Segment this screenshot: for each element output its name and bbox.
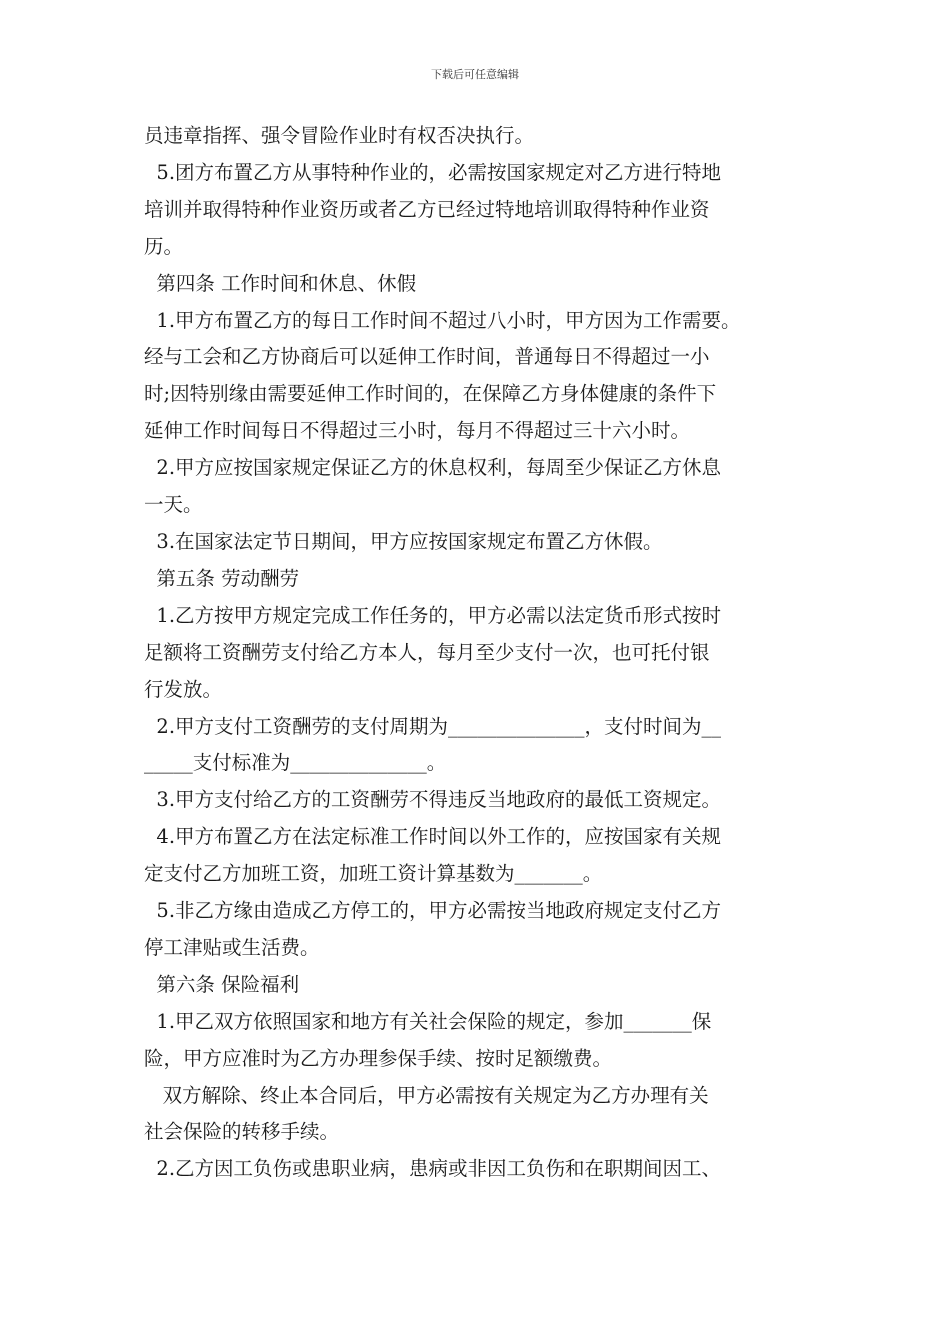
text-line: 5.非乙方缘由造成乙方停工的，甲方必需按当地政府规定支付乙方 [144,899,722,923]
section-heading: 第五条 劳动酬劳 [144,566,300,590]
text-line: 行发放。 [144,677,223,701]
section-heading: 第四条 工作时间和休息、休假 [144,271,417,295]
text-line: 1.甲方布置乙方的每日工作时间不超过八小时，甲方因为工作需要。 [144,308,741,332]
text-line: 5.团方布置乙方从事特种作业的，必需按国家规定对乙方进行特地 [144,160,722,184]
text-line: 足额将工资酬劳支付给乙方本人，每月至少支付一次，也可托付银 [144,640,710,664]
text-line: 社会保险的转移手续。 [144,1120,340,1144]
text-line: 经与工会和乙方协商后可以延伸工作时间，普通每日不得超过一小 [144,345,710,369]
document-body [144,118,812,1188]
text-line: _____支付标准为______________。 [144,751,447,775]
text-line: 一天。 [144,493,203,517]
text-line: 停工津贴或生活费。 [144,935,320,959]
text-line: 延伸工作时间每日不得超过三小时，每月不得超过三十六小时。 [144,419,691,443]
text-line: 2.乙方因工负伤或患职业病，患病或非因工负伤和在职期间因工、 [144,1157,722,1181]
text-line: 3.在国家法定节日期间，甲方应按国家规定布置乙方休假。 [144,529,663,553]
page-header: 下载后可任意编辑 [431,68,519,81]
text-line: 2.甲方应按国家规定保证乙方的休息权利，每周至少保证乙方休息 [144,456,722,480]
text-line: 1.乙方按甲方规定完成工作任务的，甲方必需以法定货币形式按时 [144,603,722,627]
text-line: 定支付乙方加班工资，加班工资计算基数为_______。 [144,862,603,886]
text-line: 双方解除、终止本合同后，甲方必需按有关规定为乙方办理有关 [144,1083,709,1107]
section-heading: 第六条 保险福利 [144,972,300,996]
text-line: 3.甲方支付给乙方的工资酬劳不得违反当地政府的最低工资规定。 [144,788,722,812]
text-line: 4.甲方布置乙方在法定标准工作时间以外工作的，应按国家有关规 [144,825,722,849]
text-line: 2.甲方支付工资酬劳的支付周期为______________，支付时间为__ [144,714,722,738]
text-line: 1.甲乙双方依照国家和地方有关社会保险的规定，参加_______保 [144,1009,712,1033]
text-line: 时;因特别缘由需要延伸工作时间的，在保障乙方身体健康的条件下 [144,382,717,406]
text-line: 员违章指挥、强令冒险作业时有权否决执行。 [144,124,535,147]
text-line: 历。 [144,234,184,258]
text-line: 培训并取得特种作业资历或者乙方已经过特地培训取得特种作业资 [144,197,710,221]
text-line: 险，甲方应准时为乙方办理参保手续、按时足额缴费。 [144,1046,613,1070]
